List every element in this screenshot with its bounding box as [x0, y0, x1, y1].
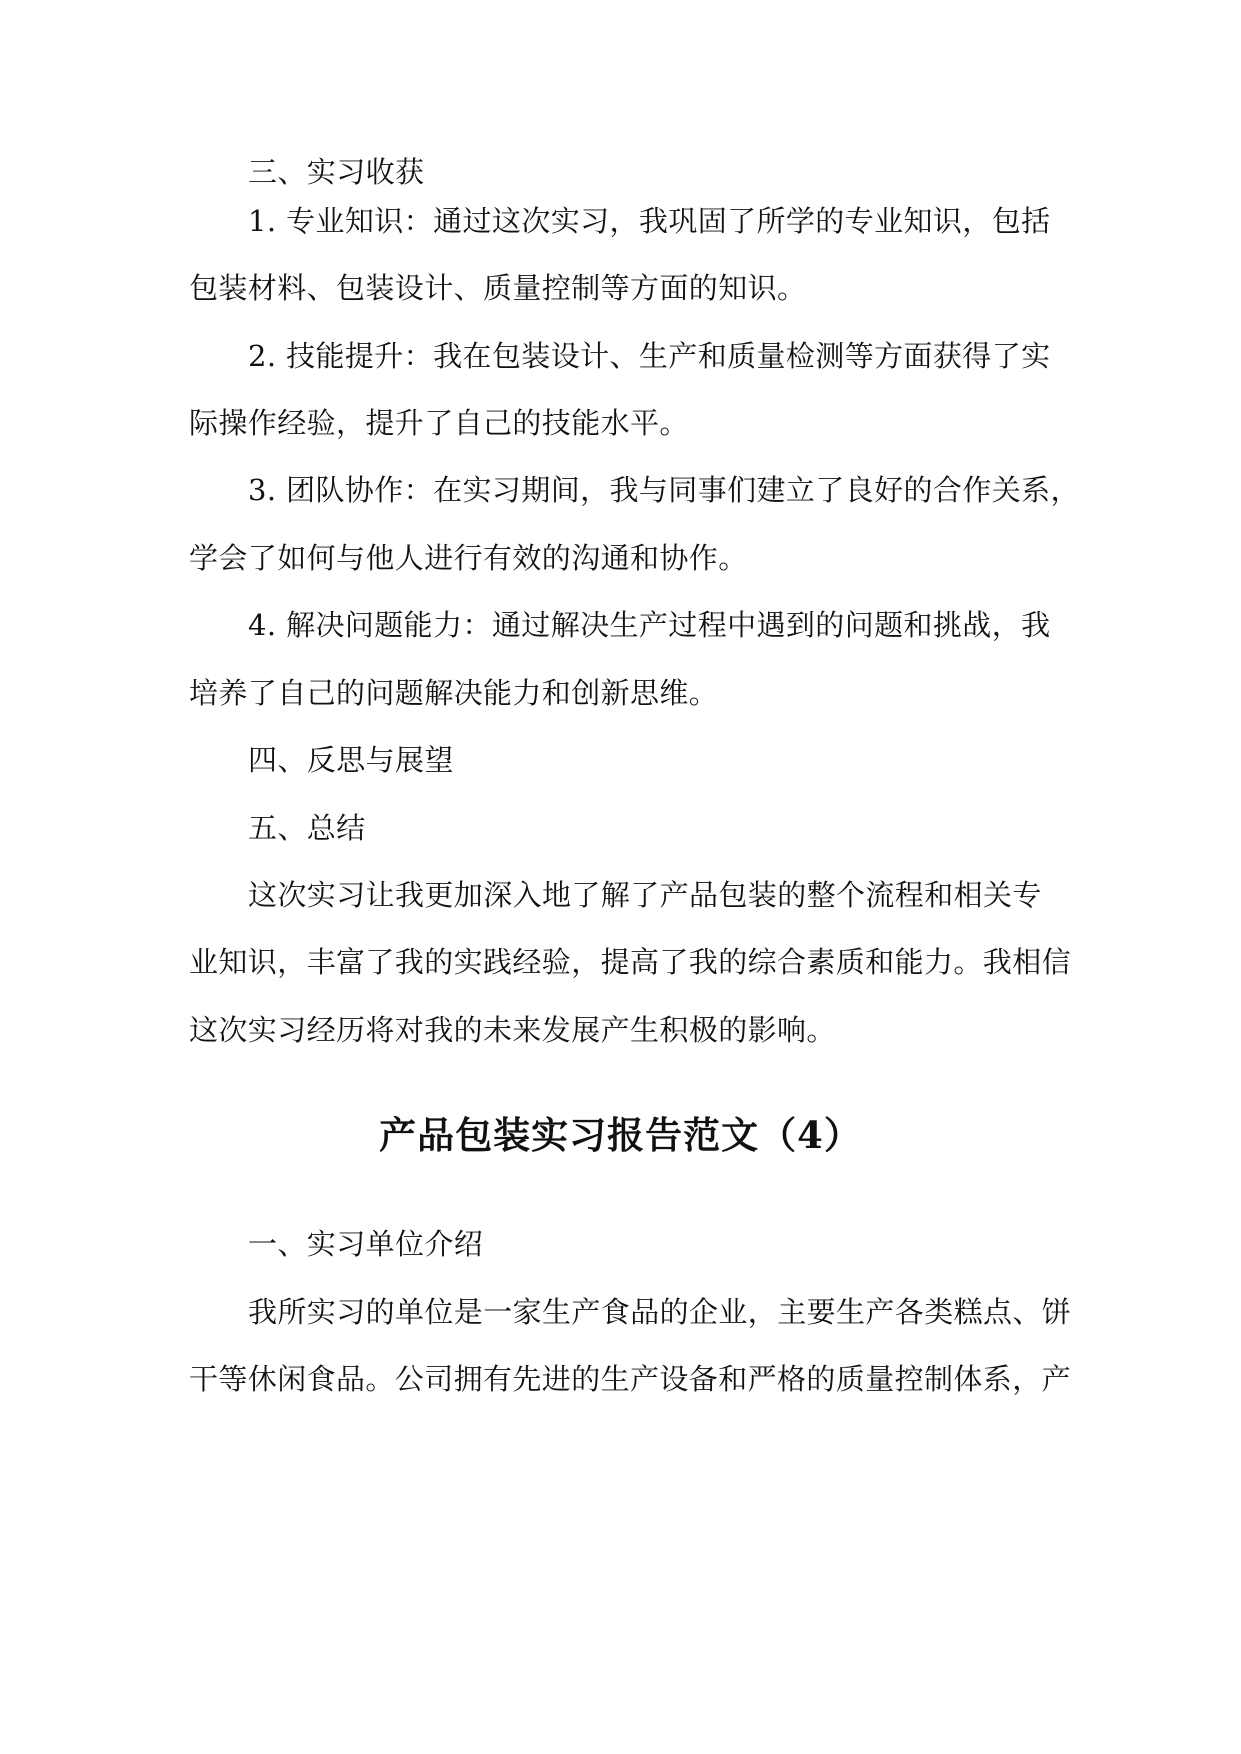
paragraph-line: 学会了如何与他人进行有效的沟通和协作。	[189, 541, 748, 575]
paragraph-line: 3. 团队协作：在实习期间，我与同事们建立了良好的合作关系，	[248, 473, 1080, 507]
paragraph-line: 培养了自己的问题解决能力和创新思维。	[189, 676, 719, 710]
paragraph-line: 这次实习经历将对我的未来发展产生积极的影响。	[189, 1013, 836, 1047]
section-heading-company-intro: 一、实习单位介绍	[248, 1227, 484, 1261]
paragraph-line: 1. 专业知识：通过这次实习，我巩固了所学的专业知识，包括	[248, 204, 1051, 238]
paragraph-line: 际操作经验，提升了自己的技能水平。	[189, 406, 689, 440]
paragraph-line: 业知识，丰富了我的实践经验，提高了我的综合素质和能力。我相信	[189, 945, 1072, 979]
paragraph-line: 这次实习让我更加深入地了解了产品包装的整个流程和相关专	[248, 878, 1042, 912]
section-heading-harvest: 三、实习收获	[248, 155, 425, 189]
paragraph-line: 4. 解决问题能力：通过解决生产过程中遇到的问题和挑战，我	[248, 608, 1051, 642]
report-title: 产品包装实习报告范文（4）	[379, 1113, 862, 1157]
paragraph-line: 我所实习的单位是一家生产食品的企业，主要生产各类糕点、饼	[248, 1295, 1072, 1329]
paragraph-line: 包装材料、包装设计、质量控制等方面的知识。	[189, 271, 807, 305]
paragraph-line: 2. 技能提升：我在包装设计、生产和质量检测等方面获得了实	[248, 339, 1051, 373]
section-heading-summary: 五、总结	[248, 811, 366, 845]
paragraph-line: 干等休闲食品。公司拥有先进的生产设备和严格的质量控制体系，产	[189, 1362, 1072, 1396]
section-heading-reflection: 四、反思与展望	[248, 743, 454, 777]
